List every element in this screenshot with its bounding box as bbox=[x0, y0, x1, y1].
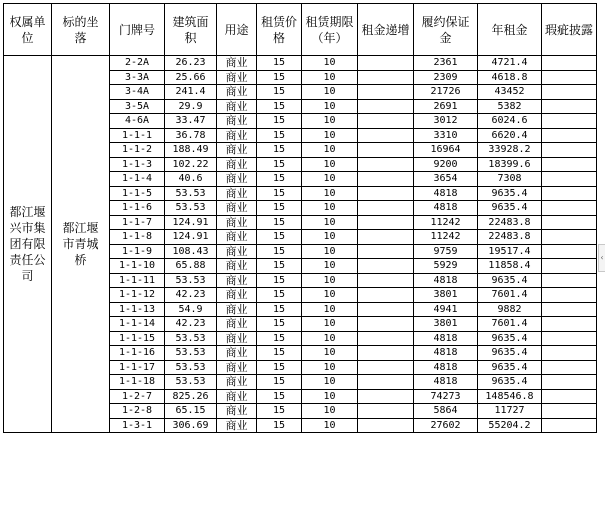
increase-cell bbox=[358, 99, 414, 114]
header-term: 租赁期限（年） bbox=[302, 4, 358, 56]
increase-cell bbox=[358, 186, 414, 201]
use-cell: 商业 bbox=[217, 56, 257, 71]
use-cell: 商业 bbox=[217, 273, 257, 288]
defect-cell bbox=[542, 99, 597, 114]
defect-cell bbox=[542, 114, 597, 129]
increase-cell bbox=[358, 201, 414, 216]
deposit-cell: 3012 bbox=[414, 114, 478, 129]
term-cell: 10 bbox=[302, 56, 358, 71]
deposit-cell: 4818 bbox=[414, 346, 478, 361]
rent-cell: 6620.4 bbox=[478, 128, 542, 143]
deposit-cell: 74273 bbox=[414, 389, 478, 404]
door-cell: 2-2A bbox=[110, 56, 165, 71]
price-cell: 15 bbox=[257, 244, 302, 259]
price-cell: 15 bbox=[257, 201, 302, 216]
deposit-cell: 3801 bbox=[414, 288, 478, 303]
increase-cell bbox=[358, 302, 414, 317]
use-cell: 商业 bbox=[217, 85, 257, 100]
rent-cell: 7601.4 bbox=[478, 288, 542, 303]
area-cell: 53.53 bbox=[165, 346, 217, 361]
price-cell: 15 bbox=[257, 230, 302, 245]
defect-cell bbox=[542, 186, 597, 201]
increase-cell bbox=[358, 215, 414, 230]
term-cell: 10 bbox=[302, 360, 358, 375]
door-cell: 1-1-7 bbox=[110, 215, 165, 230]
defect-cell bbox=[542, 375, 597, 390]
rent-cell: 19517.4 bbox=[478, 244, 542, 259]
deposit-cell: 5929 bbox=[414, 259, 478, 274]
increase-cell bbox=[358, 85, 414, 100]
door-cell: 1-2-7 bbox=[110, 389, 165, 404]
defect-cell bbox=[542, 56, 597, 71]
price-cell: 15 bbox=[257, 389, 302, 404]
door-cell: 3-3A bbox=[110, 70, 165, 85]
deposit-cell: 16964 bbox=[414, 143, 478, 158]
defect-cell bbox=[542, 404, 597, 419]
use-cell: 商业 bbox=[217, 215, 257, 230]
use-cell: 商业 bbox=[217, 201, 257, 216]
rent-cell: 11727 bbox=[478, 404, 542, 419]
use-cell: 商业 bbox=[217, 114, 257, 129]
term-cell: 10 bbox=[302, 244, 358, 259]
header-price: 租赁价格 bbox=[257, 4, 302, 56]
defect-cell bbox=[542, 346, 597, 361]
deposit-cell: 11242 bbox=[414, 230, 478, 245]
door-cell: 4-6A bbox=[110, 114, 165, 129]
header-row bbox=[4, 4, 597, 56]
area-cell: 825.26 bbox=[165, 389, 217, 404]
area-cell: 42.23 bbox=[165, 288, 217, 303]
door-cell: 1-1-1 bbox=[110, 128, 165, 143]
deposit-cell: 11242 bbox=[414, 215, 478, 230]
rent-cell: 9635.4 bbox=[478, 360, 542, 375]
header-deposit: 履约保证金 bbox=[414, 4, 478, 56]
rent-cell: 9635.4 bbox=[478, 186, 542, 201]
area-cell: 53.53 bbox=[165, 331, 217, 346]
price-cell: 15 bbox=[257, 360, 302, 375]
defect-cell bbox=[542, 143, 597, 158]
increase-cell bbox=[358, 230, 414, 245]
increase-cell bbox=[358, 56, 414, 71]
term-cell: 10 bbox=[302, 418, 358, 433]
door-cell: 1-1-15 bbox=[110, 331, 165, 346]
use-cell: 商业 bbox=[217, 172, 257, 187]
defect-cell bbox=[542, 157, 597, 172]
deposit-cell: 4941 bbox=[414, 302, 478, 317]
use-cell: 商业 bbox=[217, 346, 257, 361]
term-cell: 10 bbox=[302, 85, 358, 100]
defect-cell bbox=[542, 244, 597, 259]
term-cell: 10 bbox=[302, 70, 358, 85]
price-cell: 15 bbox=[257, 157, 302, 172]
area-cell: 53.53 bbox=[165, 273, 217, 288]
term-cell: 10 bbox=[302, 375, 358, 390]
deposit-cell: 4818 bbox=[414, 201, 478, 216]
price-cell: 15 bbox=[257, 259, 302, 274]
use-cell: 商业 bbox=[217, 360, 257, 375]
table-row bbox=[4, 56, 597, 71]
area-cell: 65.88 bbox=[165, 259, 217, 274]
door-cell: 1-1-8 bbox=[110, 230, 165, 245]
term-cell: 10 bbox=[302, 114, 358, 129]
deposit-cell: 9759 bbox=[414, 244, 478, 259]
defect-cell bbox=[542, 389, 597, 404]
use-cell: 商业 bbox=[217, 99, 257, 114]
deposit-cell: 3801 bbox=[414, 317, 478, 332]
price-cell: 15 bbox=[257, 418, 302, 433]
increase-cell bbox=[358, 157, 414, 172]
header-use: 用途 bbox=[217, 4, 257, 56]
increase-cell bbox=[358, 317, 414, 332]
term-cell: 10 bbox=[302, 128, 358, 143]
price-cell: 15 bbox=[257, 172, 302, 187]
increase-cell bbox=[358, 389, 414, 404]
defect-cell bbox=[542, 360, 597, 375]
rent-cell: 22483.8 bbox=[478, 215, 542, 230]
header-door-number: 门牌号 bbox=[110, 4, 165, 56]
rent-cell: 55204.2 bbox=[478, 418, 542, 433]
header-defect: 瑕疵披露 bbox=[542, 4, 597, 56]
increase-cell bbox=[358, 375, 414, 390]
area-cell: 306.69 bbox=[165, 418, 217, 433]
defect-cell bbox=[542, 331, 597, 346]
price-cell: 15 bbox=[257, 85, 302, 100]
rent-cell: 4721.4 bbox=[478, 56, 542, 71]
deposit-cell: 21726 bbox=[414, 85, 478, 100]
term-cell: 10 bbox=[302, 215, 358, 230]
area-cell: 108.43 bbox=[165, 244, 217, 259]
use-cell: 商业 bbox=[217, 331, 257, 346]
rent-cell: 5382 bbox=[478, 99, 542, 114]
rent-cell: 18399.6 bbox=[478, 157, 542, 172]
area-cell: 40.6 bbox=[165, 172, 217, 187]
price-cell: 15 bbox=[257, 331, 302, 346]
defect-cell bbox=[542, 128, 597, 143]
door-cell: 1-1-3 bbox=[110, 157, 165, 172]
price-cell: 15 bbox=[257, 114, 302, 129]
price-cell: 15 bbox=[257, 302, 302, 317]
area-cell: 102.22 bbox=[165, 157, 217, 172]
defect-cell bbox=[542, 259, 597, 274]
deposit-cell: 4818 bbox=[414, 360, 478, 375]
door-cell: 1-1-5 bbox=[110, 186, 165, 201]
deposit-cell: 4818 bbox=[414, 186, 478, 201]
area-cell: 53.53 bbox=[165, 375, 217, 390]
term-cell: 10 bbox=[302, 230, 358, 245]
door-cell: 1-3-1 bbox=[110, 418, 165, 433]
door-cell: 1-1-18 bbox=[110, 375, 165, 390]
defect-cell bbox=[542, 230, 597, 245]
deposit-cell: 4818 bbox=[414, 273, 478, 288]
door-cell: 1-1-4 bbox=[110, 172, 165, 187]
area-cell: 25.66 bbox=[165, 70, 217, 85]
price-cell: 15 bbox=[257, 186, 302, 201]
rent-cell: 9635.4 bbox=[478, 331, 542, 346]
term-cell: 10 bbox=[302, 288, 358, 303]
term-cell: 10 bbox=[302, 201, 358, 216]
area-cell: 65.15 bbox=[165, 404, 217, 419]
door-cell: 1-1-10 bbox=[110, 259, 165, 274]
increase-cell bbox=[358, 288, 414, 303]
rent-cell: 22483.8 bbox=[478, 230, 542, 245]
deposit-cell: 27602 bbox=[414, 418, 478, 433]
door-cell: 1-1-13 bbox=[110, 302, 165, 317]
owner-cell: 都江堰兴市集团有限责任公司 bbox=[4, 56, 52, 433]
deposit-cell: 2691 bbox=[414, 99, 478, 114]
door-cell: 1-1-12 bbox=[110, 288, 165, 303]
use-cell: 商业 bbox=[217, 230, 257, 245]
door-cell: 1-1-11 bbox=[110, 273, 165, 288]
lease-table bbox=[3, 3, 597, 433]
term-cell: 10 bbox=[302, 346, 358, 361]
price-cell: 15 bbox=[257, 404, 302, 419]
price-cell: 15 bbox=[257, 288, 302, 303]
term-cell: 10 bbox=[302, 172, 358, 187]
header-increase: 租金递增 bbox=[358, 4, 414, 56]
header-location: 标的坐落 bbox=[52, 4, 110, 56]
area-cell: 53.53 bbox=[165, 360, 217, 375]
increase-cell bbox=[358, 346, 414, 361]
rent-cell: 9635.4 bbox=[478, 375, 542, 390]
deposit-cell: 9200 bbox=[414, 157, 478, 172]
increase-cell bbox=[358, 244, 414, 259]
area-cell: 188.49 bbox=[165, 143, 217, 158]
door-cell: 1-1-16 bbox=[110, 346, 165, 361]
use-cell: 商业 bbox=[217, 404, 257, 419]
increase-cell bbox=[358, 360, 414, 375]
rent-cell: 7308 bbox=[478, 172, 542, 187]
use-cell: 商业 bbox=[217, 418, 257, 433]
area-cell: 29.9 bbox=[165, 99, 217, 114]
defect-cell bbox=[542, 70, 597, 85]
deposit-cell: 3654 bbox=[414, 172, 478, 187]
use-cell: 商业 bbox=[217, 244, 257, 259]
term-cell: 10 bbox=[302, 404, 358, 419]
rent-cell: 6024.6 bbox=[478, 114, 542, 129]
door-cell: 3-5A bbox=[110, 99, 165, 114]
area-cell: 26.23 bbox=[165, 56, 217, 71]
rent-cell: 43452 bbox=[478, 85, 542, 100]
defect-cell bbox=[542, 172, 597, 187]
price-cell: 15 bbox=[257, 128, 302, 143]
rent-cell: 148546.8 bbox=[478, 389, 542, 404]
use-cell: 商业 bbox=[217, 375, 257, 390]
price-cell: 15 bbox=[257, 56, 302, 71]
use-cell: 商业 bbox=[217, 157, 257, 172]
term-cell: 10 bbox=[302, 157, 358, 172]
use-cell: 商业 bbox=[217, 288, 257, 303]
area-cell: 124.91 bbox=[165, 230, 217, 245]
area-cell: 54.9 bbox=[165, 302, 217, 317]
door-cell: 1-1-9 bbox=[110, 244, 165, 259]
use-cell: 商业 bbox=[217, 186, 257, 201]
rent-cell: 4618.8 bbox=[478, 70, 542, 85]
price-cell: 15 bbox=[257, 143, 302, 158]
door-cell: 1-1-2 bbox=[110, 143, 165, 158]
increase-cell bbox=[358, 128, 414, 143]
header-area: 建筑面积 bbox=[165, 4, 217, 56]
rent-cell: 9635.4 bbox=[478, 273, 542, 288]
defect-cell bbox=[542, 302, 597, 317]
door-cell: 1-1-6 bbox=[110, 201, 165, 216]
rent-cell: 9635.4 bbox=[478, 201, 542, 216]
price-cell: 15 bbox=[257, 70, 302, 85]
defect-cell bbox=[542, 273, 597, 288]
door-cell: 1-1-14 bbox=[110, 317, 165, 332]
use-cell: 商业 bbox=[217, 143, 257, 158]
rent-cell: 9635.4 bbox=[478, 346, 542, 361]
defect-cell bbox=[542, 85, 597, 100]
increase-cell bbox=[358, 143, 414, 158]
deposit-cell: 4818 bbox=[414, 331, 478, 346]
door-cell: 1-2-8 bbox=[110, 404, 165, 419]
deposit-cell: 2361 bbox=[414, 56, 478, 71]
deposit-cell: 3310 bbox=[414, 128, 478, 143]
use-cell: 商业 bbox=[217, 70, 257, 85]
term-cell: 10 bbox=[302, 273, 358, 288]
deposit-cell: 4818 bbox=[414, 375, 478, 390]
increase-cell bbox=[358, 404, 414, 419]
header-owner: 权属单位 bbox=[4, 4, 52, 56]
defect-cell bbox=[542, 288, 597, 303]
defect-cell bbox=[542, 317, 597, 332]
use-cell: 商业 bbox=[217, 389, 257, 404]
increase-cell bbox=[358, 273, 414, 288]
defect-cell bbox=[542, 418, 597, 433]
rent-cell: 7601.4 bbox=[478, 317, 542, 332]
defect-cell bbox=[542, 201, 597, 216]
use-cell: 商业 bbox=[217, 302, 257, 317]
term-cell: 10 bbox=[302, 99, 358, 114]
rent-cell: 33928.2 bbox=[478, 143, 542, 158]
area-cell: 124.91 bbox=[165, 215, 217, 230]
area-cell: 241.4 bbox=[165, 85, 217, 100]
term-cell: 10 bbox=[302, 143, 358, 158]
use-cell: 商业 bbox=[217, 317, 257, 332]
increase-cell bbox=[358, 70, 414, 85]
increase-cell bbox=[358, 418, 414, 433]
deposit-cell: 5864 bbox=[414, 404, 478, 419]
rent-cell: 11858.4 bbox=[478, 259, 542, 274]
term-cell: 10 bbox=[302, 331, 358, 346]
area-cell: 53.53 bbox=[165, 201, 217, 216]
rent-cell: 9882 bbox=[478, 302, 542, 317]
scroll-tab-chevron-icon[interactable]: ‹ bbox=[598, 244, 605, 272]
door-cell: 3-4A bbox=[110, 85, 165, 100]
area-cell: 36.78 bbox=[165, 128, 217, 143]
price-cell: 15 bbox=[257, 273, 302, 288]
price-cell: 15 bbox=[257, 346, 302, 361]
price-cell: 15 bbox=[257, 317, 302, 332]
area-cell: 33.47 bbox=[165, 114, 217, 129]
price-cell: 15 bbox=[257, 99, 302, 114]
defect-cell bbox=[542, 215, 597, 230]
term-cell: 10 bbox=[302, 317, 358, 332]
increase-cell bbox=[358, 259, 414, 274]
term-cell: 10 bbox=[302, 302, 358, 317]
term-cell: 10 bbox=[302, 259, 358, 274]
use-cell: 商业 bbox=[217, 259, 257, 274]
term-cell: 10 bbox=[302, 389, 358, 404]
deposit-cell: 2309 bbox=[414, 70, 478, 85]
term-cell: 10 bbox=[302, 186, 358, 201]
door-cell: 1-1-17 bbox=[110, 360, 165, 375]
header-rent: 年租金 bbox=[478, 4, 542, 56]
price-cell: 15 bbox=[257, 375, 302, 390]
area-cell: 42.23 bbox=[165, 317, 217, 332]
use-cell: 商业 bbox=[217, 128, 257, 143]
area-cell: 53.53 bbox=[165, 186, 217, 201]
price-cell: 15 bbox=[257, 215, 302, 230]
increase-cell bbox=[358, 331, 414, 346]
increase-cell bbox=[358, 114, 414, 129]
location-cell: 都江堰市青城桥 bbox=[52, 56, 110, 433]
increase-cell bbox=[358, 172, 414, 187]
